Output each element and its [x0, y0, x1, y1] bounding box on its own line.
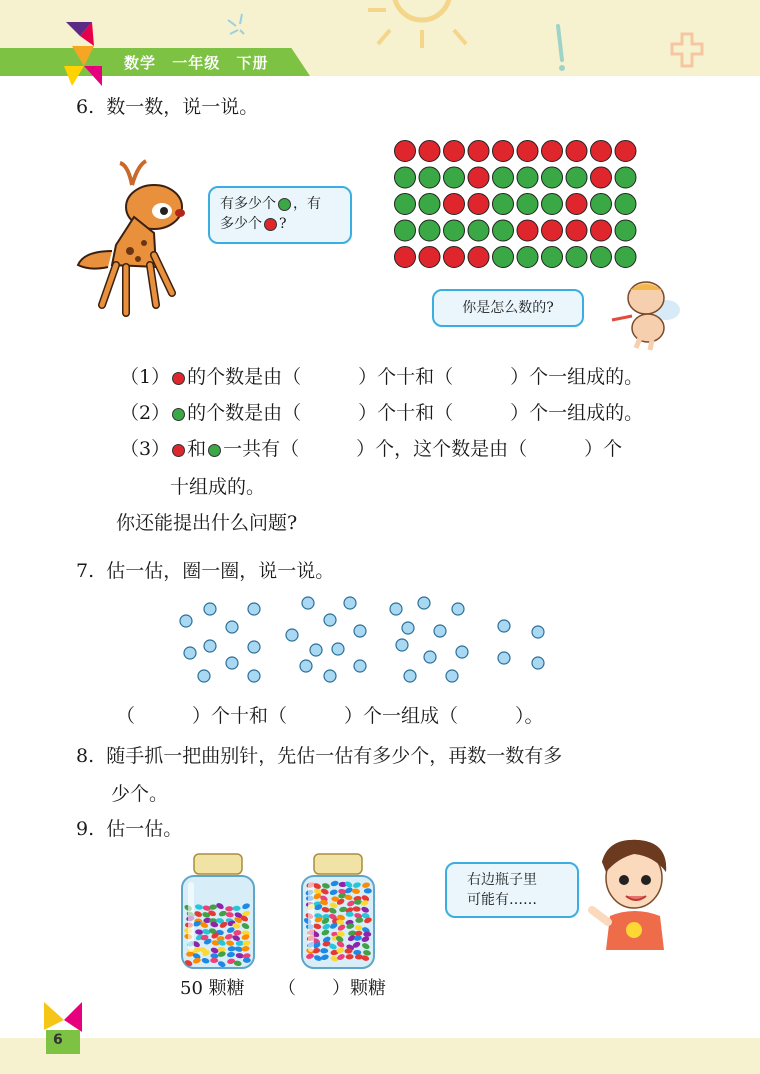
green-dot [493, 167, 514, 188]
red-dot [566, 141, 587, 162]
deer-illustration [72, 155, 192, 325]
boy-speech-bubble [445, 862, 579, 918]
q9-title: 估一估。 [106, 818, 183, 840]
angel-speech-bubble [432, 289, 584, 327]
blue-dot [204, 640, 216, 652]
sparkle-icon [222, 10, 252, 40]
q8-number: 8. [76, 745, 95, 767]
q6-sub3-number: （3） [120, 438, 171, 460]
green-dot-icon [278, 198, 291, 211]
red-dot [517, 220, 538, 241]
deer-bubble-text-4: ? [279, 216, 287, 232]
blue-dot [424, 651, 436, 663]
green-dot [468, 220, 489, 241]
blue-dot [396, 639, 408, 651]
boy-bubble-line2: 可能有…… [467, 892, 537, 908]
q6-sub2-text: 的个数是由（ ）个十和（ ）个一组成的。 [187, 402, 644, 424]
green-dot [395, 194, 416, 215]
green-dot-icon [172, 408, 185, 421]
deer-bubble-text-2: ，有 [293, 196, 321, 212]
q9-number: 9. [76, 818, 95, 840]
q6-extra-question: 你还能提出什么问题? [116, 512, 298, 534]
green-dot [517, 194, 538, 215]
q6-sub3-and: 和 [187, 438, 207, 460]
green-dot-icon [208, 444, 221, 457]
green-dot [566, 247, 587, 268]
blue-dot [354, 625, 366, 637]
blue-dot [300, 660, 312, 672]
deer-bubble-line1 [220, 194, 340, 214]
q6-sub3-line2: 十组成的。 [170, 476, 266, 498]
q6-sub3-text: 一共有（ ）个，这个数是由（ ）个 [223, 438, 623, 460]
green-dot [542, 194, 563, 215]
green-dot [493, 220, 514, 241]
exclamation-doodle-icon [548, 22, 572, 72]
red-dot [591, 167, 612, 188]
blue-dot [226, 657, 238, 669]
red-dot [493, 141, 514, 162]
q6-heading [76, 96, 258, 118]
red-dot [419, 247, 440, 268]
red-dot [444, 247, 465, 268]
blue-dot [404, 670, 416, 682]
q8-line1 [76, 745, 562, 767]
boy-bubble-line1: 右边瓶子里 [467, 872, 537, 888]
green-dot [517, 167, 538, 188]
red-dot [468, 141, 489, 162]
plus-doodle-icon [668, 30, 708, 72]
tangram-logo-icon [62, 16, 112, 88]
green-dot [517, 247, 538, 268]
blue-dot [354, 660, 366, 672]
blue-dot [180, 615, 192, 627]
blue-dot [498, 652, 510, 664]
blue-dot [390, 603, 402, 615]
q6-sub1 [120, 366, 643, 388]
blue-dot [402, 622, 414, 634]
jar-left-label: 50 颗糖 [180, 978, 245, 999]
boy-illustration [588, 832, 678, 950]
green-dot [444, 167, 465, 188]
green-dot [542, 167, 563, 188]
header-subject: 数学 [124, 54, 157, 72]
deer-speech-bubble [208, 186, 352, 244]
sun-doodle-icon [360, 0, 490, 50]
blue-dot [452, 603, 464, 615]
green-dot [615, 194, 636, 215]
red-dot [542, 141, 563, 162]
scattered-dots [170, 590, 560, 690]
bottom-band [0, 1038, 760, 1074]
blue-dot [248, 641, 260, 653]
q6-sub1-text: 的个数是由（ ）个十和（ ）个一组成的。 [187, 366, 644, 388]
green-dot [395, 167, 416, 188]
red-dot [468, 194, 489, 215]
green-dot [591, 194, 612, 215]
q6-sub2-number: （2） [120, 402, 171, 424]
q7-number: 7. [76, 560, 95, 582]
q6-sub1-number: （1） [120, 366, 171, 388]
green-dot [419, 220, 440, 241]
deer-bubble-text-1: 有多少个 [220, 196, 276, 212]
blue-dot [324, 670, 336, 682]
blue-dot [532, 626, 544, 638]
green-dot [542, 247, 563, 268]
header-title [124, 52, 269, 73]
red-dot [566, 220, 587, 241]
blue-dot [248, 603, 260, 615]
green-dot [444, 220, 465, 241]
jar-right-label: （ ）颗糖 [278, 978, 386, 999]
red-dot [517, 141, 538, 162]
red-dot [591, 220, 612, 241]
red-dot [444, 141, 465, 162]
blue-dot [184, 647, 196, 659]
green-dot [419, 194, 440, 215]
red-dot [615, 141, 636, 162]
blue-dot [324, 614, 336, 626]
blue-dot [456, 646, 468, 658]
candy-jar-right-icon [298, 850, 378, 974]
red-dot [395, 141, 416, 162]
blue-dot [532, 657, 544, 669]
q6-sub3 [120, 438, 622, 460]
green-dot [493, 194, 514, 215]
angel-illustration [606, 276, 682, 354]
q7-answer-line: （ ）个十和（ ）个一组成（ ）。 [116, 705, 544, 727]
red-dot [468, 247, 489, 268]
deer-bubble-text-3: 多少个 [220, 216, 262, 232]
blue-dot [434, 625, 446, 637]
q7-title: 估一估，圈一圈，说一说。 [106, 560, 335, 582]
header-grade: 一年级 [172, 54, 221, 72]
red-dot [591, 141, 612, 162]
q8-text: 随手抓一把曲别针，先估一估有多少个，再数一数有多 [106, 745, 563, 767]
angel-bubble-text: 你是怎么数的? [462, 300, 554, 316]
green-dot [493, 247, 514, 268]
blue-dot [286, 629, 298, 641]
blue-dot [302, 597, 314, 609]
red-dot-icon [172, 372, 185, 385]
blue-dot [332, 643, 344, 655]
green-dot [615, 220, 636, 241]
dot-grid [392, 138, 642, 270]
q6-title: 数一数，说一说。 [106, 96, 259, 118]
page-badge-icon [42, 1000, 86, 1056]
page-number: 6 [53, 1032, 63, 1048]
q7-heading [76, 560, 334, 582]
red-dot [395, 247, 416, 268]
red-dot-icon [172, 444, 185, 457]
blue-dot [446, 670, 458, 682]
red-dot [468, 167, 489, 188]
blue-dot [344, 597, 356, 609]
q9-heading [76, 818, 182, 840]
blue-dot [310, 644, 322, 656]
blue-dot [198, 670, 210, 682]
green-dot [395, 220, 416, 241]
q6-number: 6. [76, 96, 95, 118]
q6-sub2 [120, 402, 643, 424]
green-dot [566, 167, 587, 188]
green-dot [591, 247, 612, 268]
blue-dot [498, 620, 510, 632]
blue-dot [418, 597, 430, 609]
candy-jar-left-icon [178, 850, 258, 974]
header-volume: 下册 [236, 54, 269, 72]
red-dot-icon [264, 218, 277, 231]
blue-dot [226, 621, 238, 633]
green-dot [615, 247, 636, 268]
red-dot [444, 194, 465, 215]
blue-dot [204, 603, 216, 615]
q8-line2: 少个。 [111, 783, 169, 805]
red-dot [542, 220, 563, 241]
red-dot [419, 141, 440, 162]
deer-bubble-line2 [220, 214, 340, 234]
green-dot [615, 167, 636, 188]
red-dot [566, 194, 587, 215]
green-dot [419, 167, 440, 188]
blue-dot [248, 670, 260, 682]
